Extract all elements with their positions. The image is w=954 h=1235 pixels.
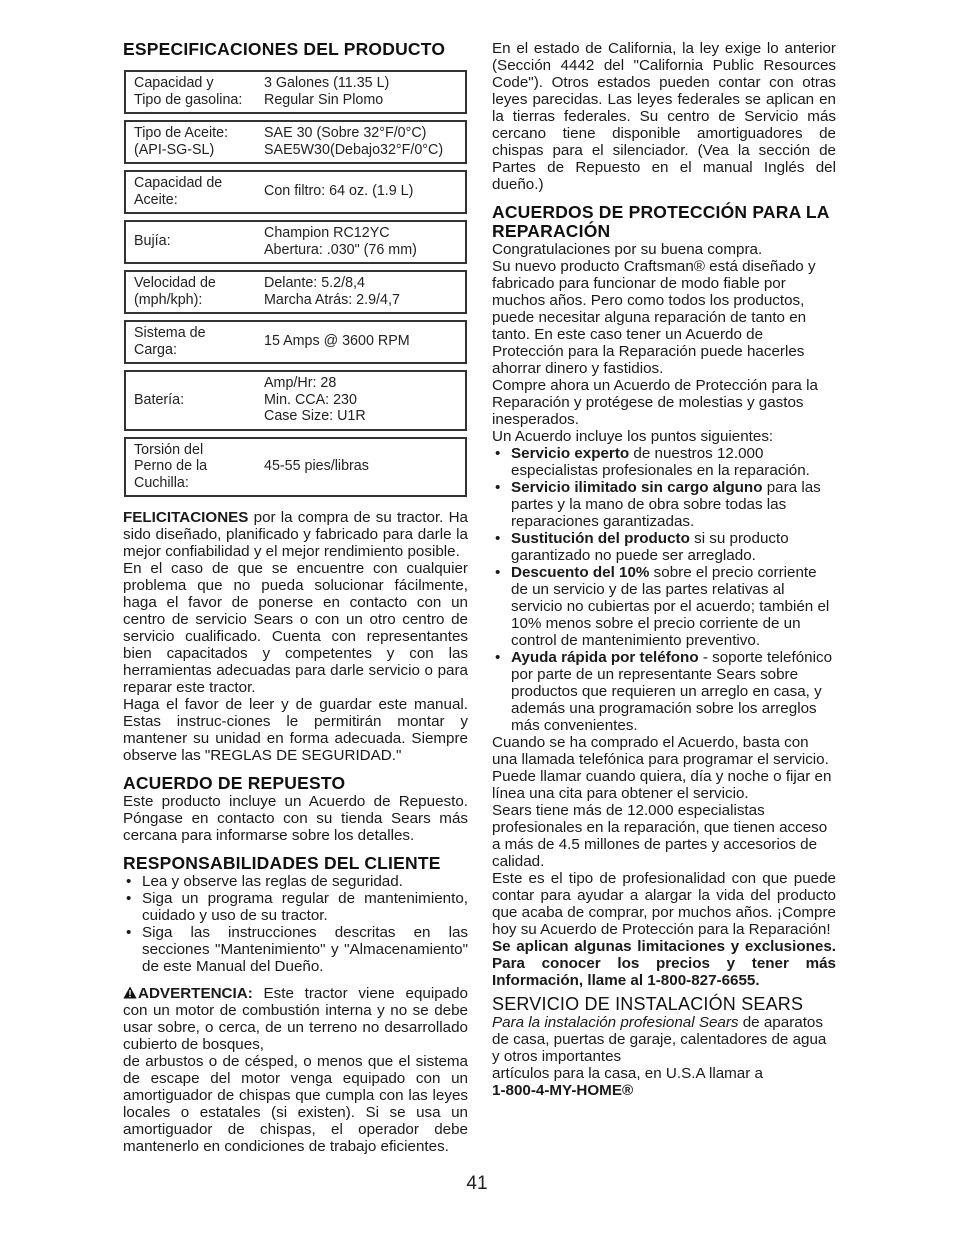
instalacion-paragraph-2: artículos para la casa, en U.S.A llamar a	[492, 1065, 763, 1082]
warning-paragraph	[123, 985, 468, 1053]
spec-row	[125, 221, 466, 263]
spec-row	[125, 271, 466, 313]
list-item: • Servicio ilimitado sin cargo alguno para las partes y la mano de obra sobre todas las reparaciones garantizadas.	[495, 479, 821, 530]
bullet-icon: •	[495, 479, 501, 496]
list-item: • Siga un programa regular de mantenimiento, cuidado y uso de su tractor.	[126, 890, 468, 924]
spec-value: Con filtro: 64 oz. (1.9 L)	[256, 171, 466, 213]
list-item: • Ayuda rápida por teléfono - soporte telefónico por parte de un representante Sears sobre productos que requieren un arreglo en casa, y además una programación sobre los arreglos más convenientes.	[495, 649, 833, 734]
bullet-icon: •	[126, 890, 132, 907]
spec-label: Sistema de Carga:	[125, 321, 256, 363]
spec-row	[125, 371, 466, 430]
felicitaciones-paragraph	[123, 509, 468, 560]
bullet-icon: •	[495, 564, 501, 581]
nuevo-producto-paragraph: Su nuevo producto Craftsman® está diseñado y fabricado para funcionar de modo fiable por muchos años. Pero como todos los productos, puede necesitar alguna reparación de tanto en tanto. En este caso tener un Acuerdo de Protección para la Reparación puede hacerles ahorrar dinero y fastidios.	[492, 258, 816, 377]
spec-value: 3 Galones (11.35 L) Regular Sin Plomo	[256, 71, 466, 113]
warning-label: ADVERTENCIA:	[138, 985, 253, 1002]
instalacion-phone: 1-800-4-MY-HOME®	[492, 1082, 634, 1099]
incluye-line: Un Acuerdo incluye los puntos siguientes:	[492, 428, 774, 445]
problem-paragraph: En el caso de que se encuentre con cualquier problema que no pueda solucionar fácilmente, haga el favor de ponerse en contacto con un centro de servicio Sears o con un otro centro de servicio cualificado. Cuenta con representantes bien capacitados y competentes y con las herramientas adecuadas para darle servicio o para reparar este tractor.	[123, 560, 468, 696]
spec-value: 15 Amps @ 3600 RPM	[256, 321, 466, 363]
bullet-icon: •	[495, 530, 501, 547]
spec-label: Capacidad y Tipo de gasolina:	[125, 71, 256, 113]
acuerdo-repuesto-text: Este producto incluye un Acuerdo de Repuesto. Póngase en contacto con su tienda Sears más cercana para informarse sobre los detalles.	[123, 793, 468, 844]
spec-row	[125, 438, 466, 497]
instalacion-italic: Para la instalación profesional Sears	[492, 1014, 739, 1031]
spec-row	[125, 321, 466, 363]
spec-row	[125, 71, 466, 113]
bullet-icon: •	[495, 649, 501, 666]
bullet-icon: •	[126, 873, 132, 890]
tipo-paragraph: Este es el tipo de profesionalidad con que puede contar para ayudar a alargar la vida del producto que acaba de comprar, por muchos años. ¡Compre hoy su Acuerdo de Protección para la Reparación!	[492, 870, 836, 938]
spec-value: 45-55 pies/libras	[256, 438, 466, 497]
spec-row	[125, 121, 466, 163]
right-column	[492, 40, 836, 1099]
page-number: 41	[466, 1173, 488, 1194]
proteccion-title: ACUERDOS DE PROTECCIÓN PARA LA REPARACIÓN	[492, 202, 829, 241]
bullet-icon: •	[126, 924, 132, 941]
spec-label: Batería:	[125, 371, 256, 430]
congrat-line: Congratulaciones por su buena compra.	[492, 241, 763, 258]
spec-label: Tipo de Aceite: (API-SG-SL)	[125, 121, 256, 163]
list-item: • Siga las instrucciones descritas en las secciones "Mantenimiento" y "Almacenamiento" de este Manual del Dueño.	[126, 924, 468, 975]
list-item: • Sustitución del producto si su producto garantizado no puede ser arreglado.	[495, 530, 789, 564]
warning-text: Este tractor viene equipado con un motor de combustión interna y no se debe usar sobre, o cerca, de un terreno no desarrollado cubierto de bosques,	[123, 985, 468, 1053]
acuerdo-points-list	[492, 445, 836, 734]
responsabilidades-title: RESPONSABILIDADES DEL CLIENTE	[123, 853, 441, 873]
list-item: • Lea y observe las reglas de seguridad.	[126, 873, 403, 890]
limitaciones-paragraph: Se aplican algunas limitaciones y exclusiones. Para conocer los precios y tener más Información, llame al 1-800-827-6655.	[492, 938, 836, 989]
cuando-paragraph: Cuando se ha comprado el Acuerdo, basta con una llamada telefónica para programar el servicio. Puede llamar cuando quiera, día y noche o fijar en línea una cita para obtener el servicio.	[492, 734, 832, 802]
acuerdo-repuesto-title: ACUERDO DE REPUESTO	[123, 773, 346, 793]
list-item: • Descuento del 10% sobre el precio corriente de un servicio y de las partes relativas al servicio no cubiertas por el acuerdo; también el 10% menos sobre el precio corriente de un control de mantenimiento preventivo.	[495, 564, 830, 649]
warning-triangle-icon	[123, 986, 137, 999]
spec-row	[125, 171, 466, 213]
spec-value: Champion RC12YC Abertura: .030" (76 mm)	[256, 221, 466, 263]
left-column	[123, 40, 468, 1155]
spec-table	[124, 70, 467, 497]
instalacion-title: SERVICIO DE INSTALACIÓN SEARS	[492, 994, 804, 1014]
list-item: • Servicio experto de nuestros 12.000 especialistas profesionales en la reparación.	[495, 445, 810, 479]
spec-value: Amp/Hr: 28 Min. CCA: 230 Case Size: U1R	[256, 371, 466, 430]
spec-value: Delante: 5.2/8,4 Marcha Atrás: 2.9/4,7	[256, 271, 466, 313]
sears-paragraph: Sears tiene más de 12.000 especialistas profesionales en la reparación, que tienen acceso a más de 4.5 millones de partes y accesorios de calidad.	[492, 802, 828, 870]
spec-title: ESPECIFICACIONES DEL PRODUCTO	[123, 39, 446, 59]
spec-label: Bujía:	[125, 221, 256, 263]
warning-paragraph-continued: de arbustos o de césped, o menos que el sistema de escape del motor venga equipado con un amortiguador de chispas que cumpla con las leyes locales o estatales (si existen). Si se usa un amortiguador de chispas, el operador debe mantenerlo en condiciones de trabajo eficientes.	[123, 1053, 468, 1155]
spec-label: Velocidad de (mph/kph):	[125, 271, 256, 313]
spec-label: Capacidad de Aceite:	[125, 171, 256, 213]
spec-value: SAE 30 (Sobre 32°F/0°C) SAE5W30(Debajo32°F/0°C)	[256, 121, 466, 163]
spec-label: Torsión del Perno de la Cuchilla:	[125, 438, 256, 497]
felicitaciones-text: por la compra de su tractor. Ha sido diseñado, planificado y fabricado para darle la mejor confiabilidad y el mejor rendimiento posible.	[123, 509, 468, 560]
compre-paragraph: Compre ahora un Acuerdo de Protección para la Reparación y protégese de molestias y gastos inesperados.	[492, 377, 818, 428]
bullet-icon: •	[495, 445, 501, 462]
manual-paragraph: Haga el favor de leer y de guardar este manual. Estas instruc-ciones le permitirán montar y mantener su unidad en forma adecuada. Siempre observe las "REGLAS DE SEGURIDAD."	[123, 696, 468, 764]
felicitaciones-lead: FELICITACIONES	[123, 509, 249, 526]
instalacion-paragraph: Para la instalación profesional Sears de aparatos de casa, puertas de garaje, calentadores de agua y otros importantes	[492, 1014, 827, 1065]
responsabilidades-list	[123, 873, 468, 975]
california-paragraph: En el estado de California, la ley exige lo anterior (Sección 4442 del "California Public Resources Code"). Otros estados pueden contar con otras leyes parecidas. Las leyes federales se aplican en la tierras federales. Su centro de Servicio más cercano tiene disponible amortiguadores de chispas para el silenciador. (Vea la sección de Partes de Repuesto en el manual Inglés del dueño.)	[492, 40, 836, 193]
